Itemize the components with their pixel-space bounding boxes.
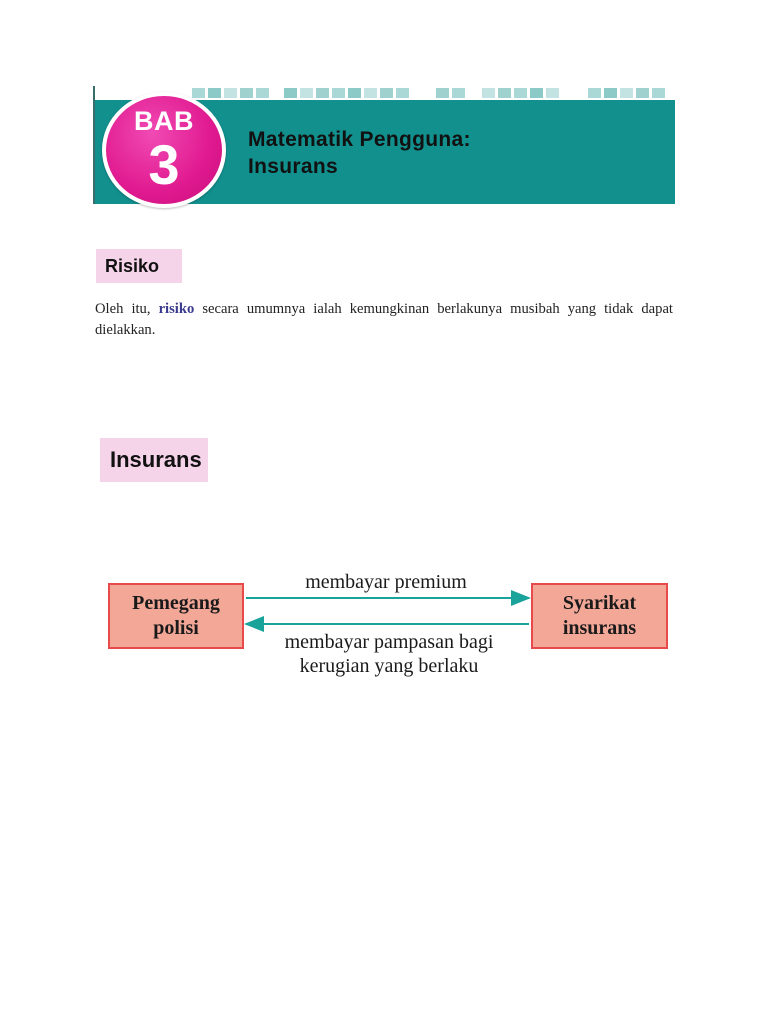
badge-number: 3: [148, 133, 180, 196]
keyword-risiko: risiko: [158, 301, 195, 317]
section-label-insurans: Insurans: [100, 438, 208, 482]
section-label-risiko: Risiko: [96, 249, 182, 283]
chapter-title-line1: Matematik Pengguna:: [248, 128, 471, 151]
chapter-title-line2: Insurans: [248, 155, 338, 178]
badge-word: BAB: [134, 106, 194, 136]
compensation-label-line1: membayar pampasan bagi: [284, 631, 494, 653]
premium-arrow-label: membayar premium: [305, 571, 467, 593]
compensation-label-line2: kerugian yang berlaku: [299, 655, 479, 677]
paragraph-text-before: Oleh itu,: [95, 301, 159, 317]
paragraph-text-after: secara umumnya ialah kemungkinan berlakunya musibah yang tidak dapat dielakkan.: [95, 301, 673, 338]
insurance-company-label: Syarikat insurans: [562, 592, 637, 639]
policyholder-label: Pemegang polisi: [132, 592, 220, 639]
